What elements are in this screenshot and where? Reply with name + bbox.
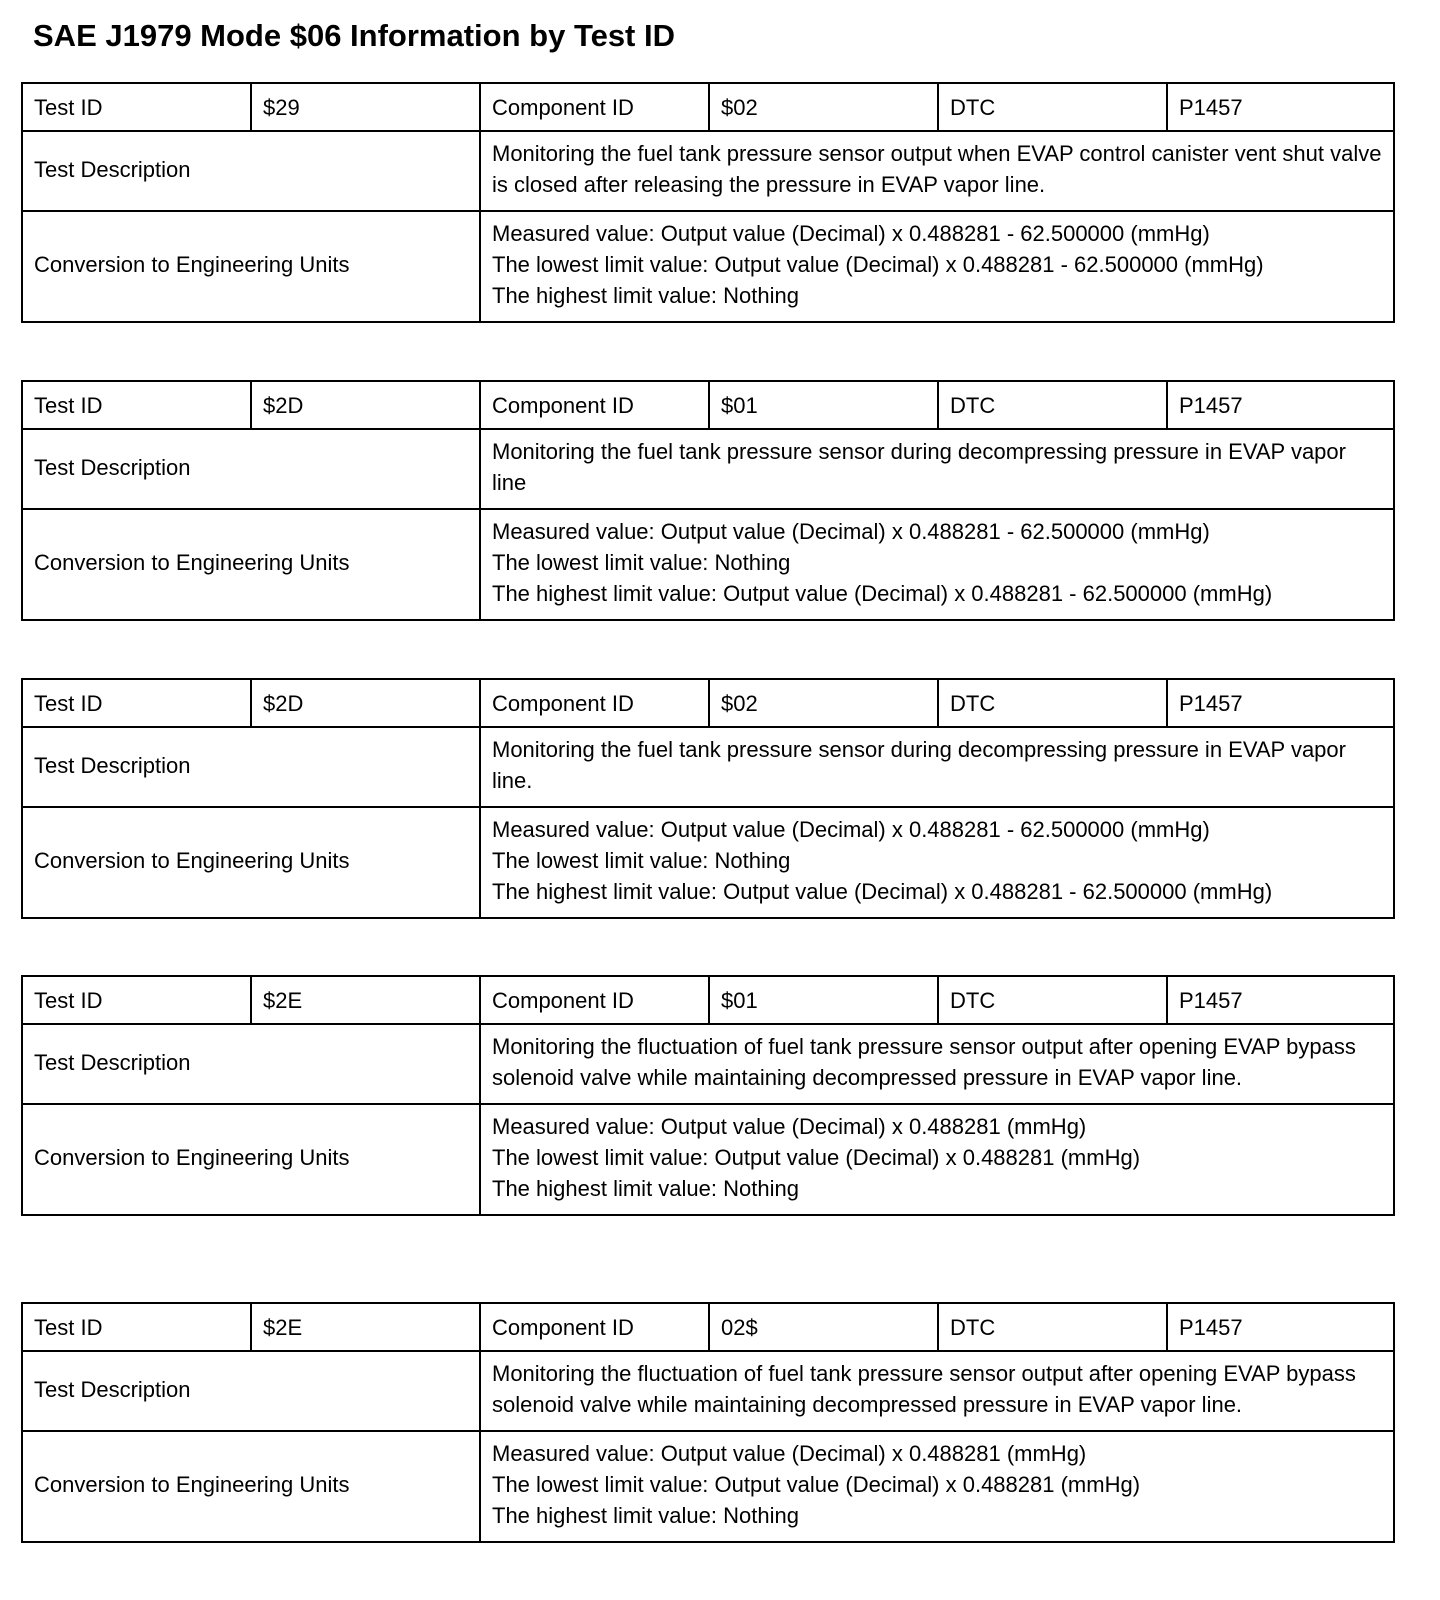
page-title: SAE J1979 Mode $06 Information by Test ID xyxy=(33,18,675,53)
test-description-value xyxy=(480,429,1394,509)
description-row xyxy=(22,727,1394,807)
conversion-value xyxy=(480,1431,1394,1542)
conversion-row xyxy=(22,1431,1394,1542)
component-id-label: Component ID xyxy=(480,1303,709,1351)
component-id-label: Component ID xyxy=(480,679,709,727)
dtc-value: P1457 xyxy=(1167,83,1394,131)
component-id-label: Component ID xyxy=(480,976,709,1024)
test-id-value: $2E xyxy=(251,1303,480,1351)
dtc-value: P1457 xyxy=(1167,1303,1394,1351)
description-row xyxy=(22,429,1394,509)
lowest-limit-formula: The lowest limit value: Output value (Decimal) x 0.488281 (mmHg) xyxy=(492,1145,1141,1170)
component-id-value: $02 xyxy=(709,679,938,727)
conversion-label: Conversion to Engineering Units xyxy=(22,807,480,918)
dtc-label: DTC xyxy=(938,83,1167,131)
test-id-value: $29 xyxy=(251,83,480,131)
conversion-row xyxy=(22,211,1394,322)
test-id-label: Test ID xyxy=(22,381,251,429)
conversion-value xyxy=(480,807,1394,918)
test-id-value: $2E xyxy=(251,976,480,1024)
description-text: Monitoring the fuel tank pressure sensor during decompressing pressure in EVAP vapor line. xyxy=(492,737,1346,793)
highest-limit-formula: The highest limit value: Nothing xyxy=(492,283,799,308)
measured-value-formula: Measured value: Output value (Decimal) x 0.488281 - 62.500000 (mmHg) xyxy=(492,817,1210,842)
highest-limit-formula: The highest limit value: Output value (Decimal) x 0.488281 - 62.500000 (mmHg) xyxy=(492,879,1273,904)
conversion-row xyxy=(22,509,1394,620)
test-id-value: $2D xyxy=(251,679,480,727)
lowest-limit-formula: The lowest limit value: Nothing xyxy=(492,550,791,575)
dtc-label: DTC xyxy=(938,679,1167,727)
component-id-value: 02$ xyxy=(709,1303,938,1351)
table-header-row xyxy=(22,1303,1394,1351)
highest-limit-formula: The highest limit value: Nothing xyxy=(492,1176,799,1201)
description-text: Monitoring the fluctuation of fuel tank pressure sensor output after opening EVAP bypass solenoid valve while maintaining decompressed pressure in EVAP vapor line. xyxy=(492,1361,1356,1417)
lowest-limit-formula: The lowest limit value: Output value (Decimal) x 0.488281 - 62.500000 (mmHg) xyxy=(492,252,1264,277)
description-row xyxy=(22,131,1394,211)
conversion-row xyxy=(22,1104,1394,1215)
description-row xyxy=(22,1024,1394,1104)
description-text: Monitoring the fuel tank pressure sensor output when EVAP control canister vent shut valve is closed after releasing the pressure in EVAP vapor line. xyxy=(492,141,1382,197)
test-id-label: Test ID xyxy=(22,1303,251,1351)
component-id-label: Component ID xyxy=(480,83,709,131)
measured-value-formula: Measured value: Output value (Decimal) x 0.488281 (mmHg) xyxy=(492,1441,1087,1466)
test-id-label: Test ID xyxy=(22,679,251,727)
conversion-value xyxy=(480,509,1394,620)
conversion-row xyxy=(22,807,1394,918)
table-header-row xyxy=(22,381,1394,429)
test-id-value: $2D xyxy=(251,381,480,429)
description-row xyxy=(22,1351,1394,1431)
dtc-value: P1457 xyxy=(1167,976,1394,1024)
lowest-limit-formula: The lowest limit value: Nothing xyxy=(492,848,791,873)
test-id-table xyxy=(21,975,1395,1216)
measured-value-formula: Measured value: Output value (Decimal) x 0.488281 (mmHg) xyxy=(492,1114,1087,1139)
test-description-value xyxy=(480,727,1394,807)
dtc-label: DTC xyxy=(938,381,1167,429)
highest-limit-formula: The highest limit value: Output value (Decimal) x 0.488281 - 62.500000 (mmHg) xyxy=(492,581,1273,606)
description-text: Monitoring the fuel tank pressure sensor during decompressing pressure in EVAP vapor line xyxy=(492,439,1346,495)
conversion-label: Conversion to Engineering Units xyxy=(22,211,480,322)
dtc-label: DTC xyxy=(938,976,1167,1024)
component-id-value: $01 xyxy=(709,976,938,1024)
description-text: Monitoring the fluctuation of fuel tank pressure sensor output after opening EVAP bypass solenoid valve while maintaining decompressed pressure in EVAP vapor line. xyxy=(492,1034,1356,1090)
test-id-table xyxy=(21,82,1395,323)
conversion-value xyxy=(480,211,1394,322)
component-id-label: Component ID xyxy=(480,381,709,429)
test-description-label: Test Description xyxy=(22,1351,480,1431)
component-id-value: $02 xyxy=(709,83,938,131)
dtc-value: P1457 xyxy=(1167,679,1394,727)
test-description-label: Test Description xyxy=(22,1024,480,1104)
test-id-label: Test ID xyxy=(22,976,251,1024)
test-id-table xyxy=(21,1302,1395,1543)
table-header-row xyxy=(22,679,1394,727)
lowest-limit-formula: The lowest limit value: Output value (Decimal) x 0.488281 (mmHg) xyxy=(492,1472,1141,1497)
dtc-label: DTC xyxy=(938,1303,1167,1351)
test-description-label: Test Description xyxy=(22,727,480,807)
highest-limit-formula: The highest limit value: Nothing xyxy=(492,1503,799,1528)
table-header-row xyxy=(22,976,1394,1024)
test-id-table xyxy=(21,678,1395,919)
conversion-label: Conversion to Engineering Units xyxy=(22,1104,480,1215)
conversion-label: Conversion to Engineering Units xyxy=(22,509,480,620)
test-description-label: Test Description xyxy=(22,429,480,509)
component-id-value: $01 xyxy=(709,381,938,429)
measured-value-formula: Measured value: Output value (Decimal) x 0.488281 - 62.500000 (mmHg) xyxy=(492,221,1210,246)
dtc-value: P1457 xyxy=(1167,381,1394,429)
test-description-value xyxy=(480,1351,1394,1431)
conversion-value xyxy=(480,1104,1394,1215)
measured-value-formula: Measured value: Output value (Decimal) x 0.488281 - 62.500000 (mmHg) xyxy=(492,519,1210,544)
table-header-row xyxy=(22,83,1394,131)
test-id-label: Test ID xyxy=(22,83,251,131)
test-description-label: Test Description xyxy=(22,131,480,211)
test-description-value xyxy=(480,131,1394,211)
test-id-table xyxy=(21,380,1395,621)
test-description-value xyxy=(480,1024,1394,1104)
conversion-label: Conversion to Engineering Units xyxy=(22,1431,480,1542)
